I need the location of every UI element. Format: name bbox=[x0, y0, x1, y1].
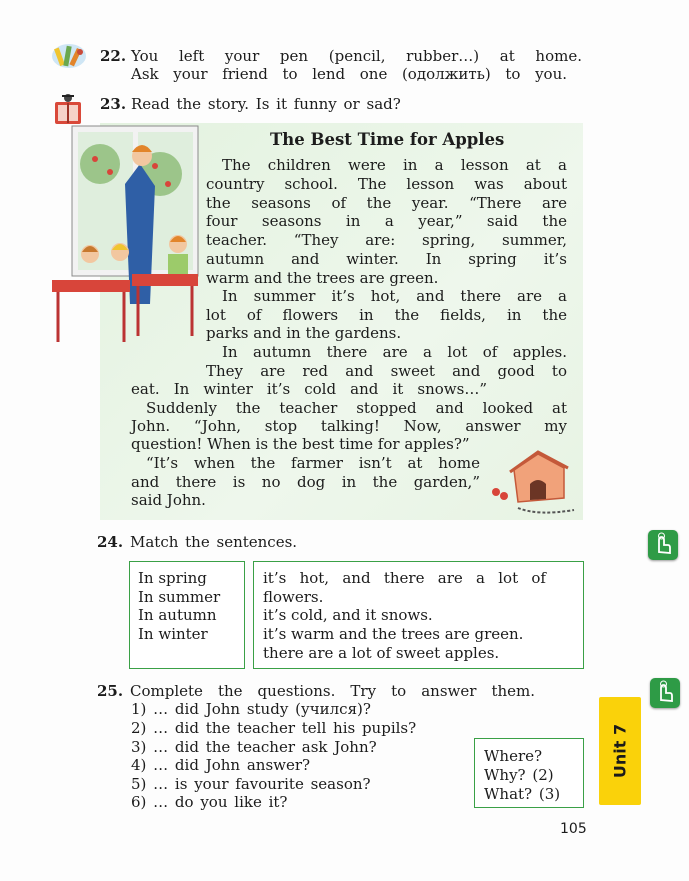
match-left-item-4: In winter bbox=[138, 625, 208, 643]
question-3: 3) … did the teacher ask John? bbox=[131, 738, 377, 756]
story-line-10: parks and in the gardens. bbox=[206, 324, 402, 342]
match-left-item-1: In spring bbox=[138, 569, 207, 587]
story-line-19: said John. bbox=[131, 491, 206, 509]
story-line-9: lot of flowers in the fields, in the bbox=[206, 306, 567, 324]
ex23-icon bbox=[52, 92, 84, 126]
story-line-4: four seasons in a year,” said the bbox=[206, 212, 567, 230]
story-line-14: Suddenly the teacher stopped and looked at bbox=[146, 399, 567, 417]
story-line-2: country school. The lesson was about bbox=[206, 175, 567, 193]
story-title: The Best Time for Apples bbox=[270, 130, 505, 149]
ex22-line-2: Ask your friend to lend one (одолжить) to you. bbox=[131, 65, 567, 83]
story-line-1: The children were in a lesson at a bbox=[222, 156, 567, 174]
ex25-number: 25. bbox=[97, 682, 124, 700]
touch-button-ex25[interactable] bbox=[650, 678, 680, 708]
pencils-icon bbox=[50, 42, 88, 70]
match-left-item-2: In summer bbox=[138, 588, 221, 606]
ex24-instruction: Match the sentences. bbox=[130, 533, 298, 551]
ex25-instruction: Complete the questions. Try to answer them. bbox=[130, 682, 535, 700]
story-line-7: warm and the trees are green. bbox=[206, 269, 439, 287]
ex22-line-1: You left your pen (pencil, rubber…) at home. bbox=[131, 47, 582, 65]
answer-word-3: What? (3) bbox=[484, 785, 561, 803]
question-1: 1) … did John study (учился)? bbox=[131, 700, 371, 718]
finger-touch-icon bbox=[650, 678, 680, 708]
story-line-8: In summer it’s hot, and there are a bbox=[222, 287, 567, 305]
story-line-15: John. “John, stop talking! Now, answer my bbox=[131, 417, 567, 435]
kennel-picture bbox=[478, 448, 578, 518]
answer-word-2: Why? (2) bbox=[484, 766, 554, 784]
story-line-5: teacher. “They are: spring, summer, bbox=[206, 231, 567, 249]
book-icon bbox=[52, 92, 84, 126]
story-line-17: “It’s when the farmer isn’t at home bbox=[146, 454, 480, 472]
classroom-illustration bbox=[50, 124, 200, 346]
story-line-6: autumn and winter. In spring it’s bbox=[206, 250, 567, 268]
question-6: 6) … do you like it? bbox=[131, 793, 288, 811]
question-4: 4) … did John answer? bbox=[131, 756, 311, 774]
kennel-illustration bbox=[478, 448, 578, 518]
classroom-picture bbox=[50, 124, 200, 346]
ex22-icon bbox=[50, 42, 88, 70]
match-right-item-1: it’s hot, and there are a lot of bbox=[263, 569, 546, 587]
page-number: 105 bbox=[560, 821, 587, 837]
match-right-item-3: it’s warm and the trees are green. bbox=[263, 625, 524, 643]
ex23-instruction: Read the story. Is it funny or sad? bbox=[131, 95, 401, 113]
match-right-item-1b: flowers. bbox=[263, 588, 324, 606]
story-line-3: the seasons of the year. “There are bbox=[206, 194, 567, 212]
question-5: 5) … is your favourite season? bbox=[131, 775, 371, 793]
answer-word-1: Where? bbox=[484, 747, 543, 765]
ex24-number: 24. bbox=[97, 533, 124, 551]
story-line-16: question! When is the best time for apples?” bbox=[131, 435, 470, 453]
question-2: 2) … did the teacher tell his pupils? bbox=[131, 719, 417, 737]
ex22-number: 22. bbox=[100, 47, 127, 65]
finger-touch-icon bbox=[648, 530, 678, 560]
story-line-13: eat. In winter it’s cold and it snows…” bbox=[131, 380, 487, 398]
story-line-18: and there is no dog in the garden,” bbox=[131, 473, 480, 491]
match-right-item-2: it’s cold, and it snows. bbox=[263, 606, 433, 624]
ex23-number: 23. bbox=[100, 95, 127, 113]
story-line-12: They are red and sweet and good to bbox=[206, 362, 567, 380]
touch-button-ex24[interactable] bbox=[648, 530, 678, 560]
story-line-11: In autumn there are a lot of apples. bbox=[222, 343, 567, 361]
match-left-item-3: In autumn bbox=[138, 606, 217, 624]
match-right-item-4: there are a lot of sweet apples. bbox=[263, 644, 500, 662]
unit-tab-label: Unit 7 bbox=[610, 723, 630, 779]
